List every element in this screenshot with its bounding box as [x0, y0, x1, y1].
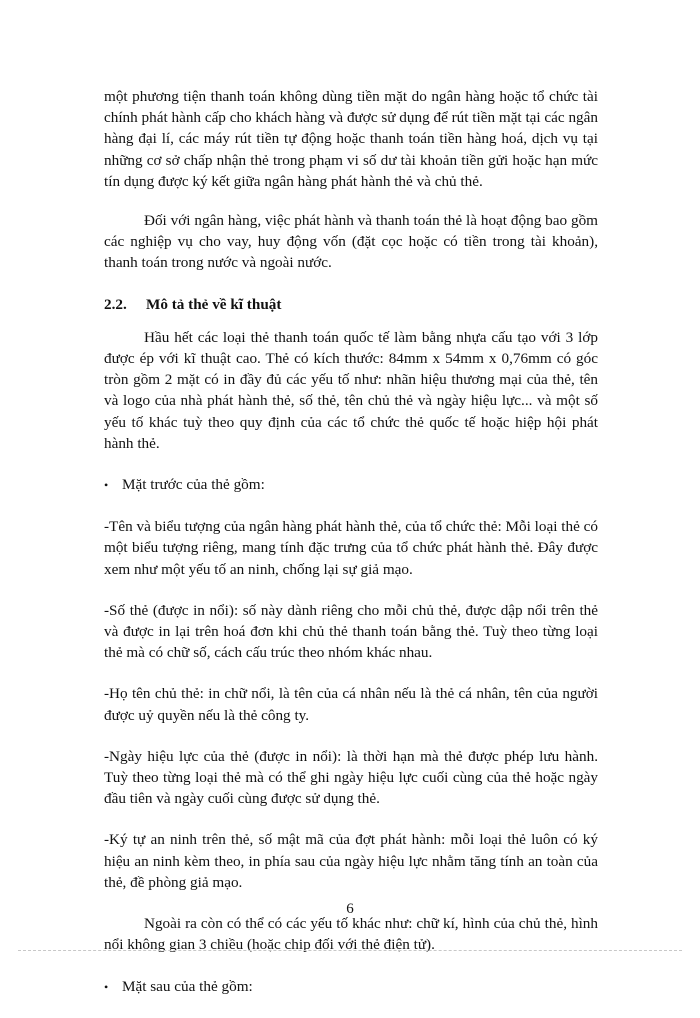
- page-number: 6: [346, 901, 354, 917]
- paragraph-card-structure: Hầu hết các loại thẻ thanh toán quốc tế làm bằng nhựa cấu tạo với 3 lớp được ép với kĩ thuật cao. Thẻ có kích thước: 84mm x 54mm x 0,76mm có góc tròn gồm 2 mặt có in đầy đủ các yếu tố như: nhãn hiệu thương mại của thẻ, tên và logo của nhà phát hành thẻ, số thẻ, tên chủ thẻ và ngày hiệu lực... và một số yếu tố khác tuỳ theo quy định của các tổ chức thẻ quốc tế hoặc hiệp hội phát hành thẻ.: [104, 328, 598, 452]
- item-validity-date: -Ngày hiệu lực của thẻ (được in nổi): là thời hạn mà thẻ được phép lưu hành. Tuỳ theo từng loại thẻ mà có thể ghi ngày hiệu lực cuối cùng của thẻ hoặc ngày đầu tiên và ngày cuối cùng được sử dụng thẻ.: [104, 747, 598, 808]
- section-title: Mô tả thẻ về kĩ thuật: [146, 295, 282, 313]
- page-body: [104, 86, 598, 1018]
- bullet-front-label: Mặt trước của thẻ gồm:: [122, 476, 265, 494]
- item-security-code: -Ký tự an ninh trên thẻ, số mật mã của đợt phát hành: mỗi loại thẻ luôn có ký hiệu an ninh kèm theo, in phía sau của ngày hiệu lực nhằm tăng tính an toàn của thẻ, đề phòng giả mạo.: [104, 831, 598, 891]
- section-number: 2.2.: [104, 295, 127, 313]
- item-card-number: -Số thẻ (được in nổi): số này dành riêng cho mỗi chủ thẻ, được dập nổi trên thẻ và được in lại trên hoá đơn khi chủ thẻ thanh toán bằng thẻ. Tuỳ theo từng loại thẻ mà có chữ số, cách cấu trúc theo nhóm khác nhau.: [104, 601, 598, 662]
- section-heading: [104, 294, 598, 315]
- page-bottom-divider: [18, 950, 682, 951]
- bullet-back-label: Mặt sau của thẻ gồm:: [122, 977, 253, 995]
- bullet-icon: •: [104, 478, 109, 493]
- paragraph-bank-operations: Đối với ngân hàng, việc phát hành và thanh toán thẻ là hoạt động bao gồm các nghiệp vụ cho vay, huy động vốn (đặt cọc hoặc có tiền trong tài khoản), thanh toán trong nước và ngoài nước.: [104, 212, 598, 272]
- item-cardholder-name: -Họ tên chủ thẻ: in chữ nổi, là tên của cá nhân nếu là thẻ cá nhân, tên của người được uỷ quyền nếu là thẻ công ty.: [104, 685, 598, 724]
- item-logo: -Tên và biểu tượng của ngân hàng phát hành thẻ, của tổ chức thẻ: Mỗi loại thẻ có một biểu tượng riêng, mang tính đặc trưng của tổ chức phát hành thẻ. Đây được xem như một yếu tố an ninh, chống lại sự giả mạo.: [104, 518, 598, 578]
- bullet-icon: •: [104, 979, 109, 994]
- bullet-front-side: [104, 474, 598, 496]
- paragraph-card-definition: một phương tiện thanh toán không dùng tiền mặt do ngân hàng hoặc tổ chức tài chính phát hành cấp cho khách hàng và được sử dụng để rút tiền mặt tại các ngân hàng đại lí, các máy rút tiền tự động hoặc thanh toán tiền hàng hoá, dịch vụ tại những cơ sở chấp nhận thẻ trong phạm vi số dư tài khoản tiền gửi hoặc hạn mức tín dụng được ký kết giữa ngân hàng phát hành thẻ và chủ thẻ.: [104, 88, 598, 190]
- paragraph-other-elements: Ngoài ra còn có thể có các yếu tố khác như: chữ kí, hình của chủ thẻ, hình nổi không gian 3 chiều (hoặc chip đối với thẻ điện tử).: [104, 915, 598, 954]
- bullet-back-side: [104, 976, 598, 998]
